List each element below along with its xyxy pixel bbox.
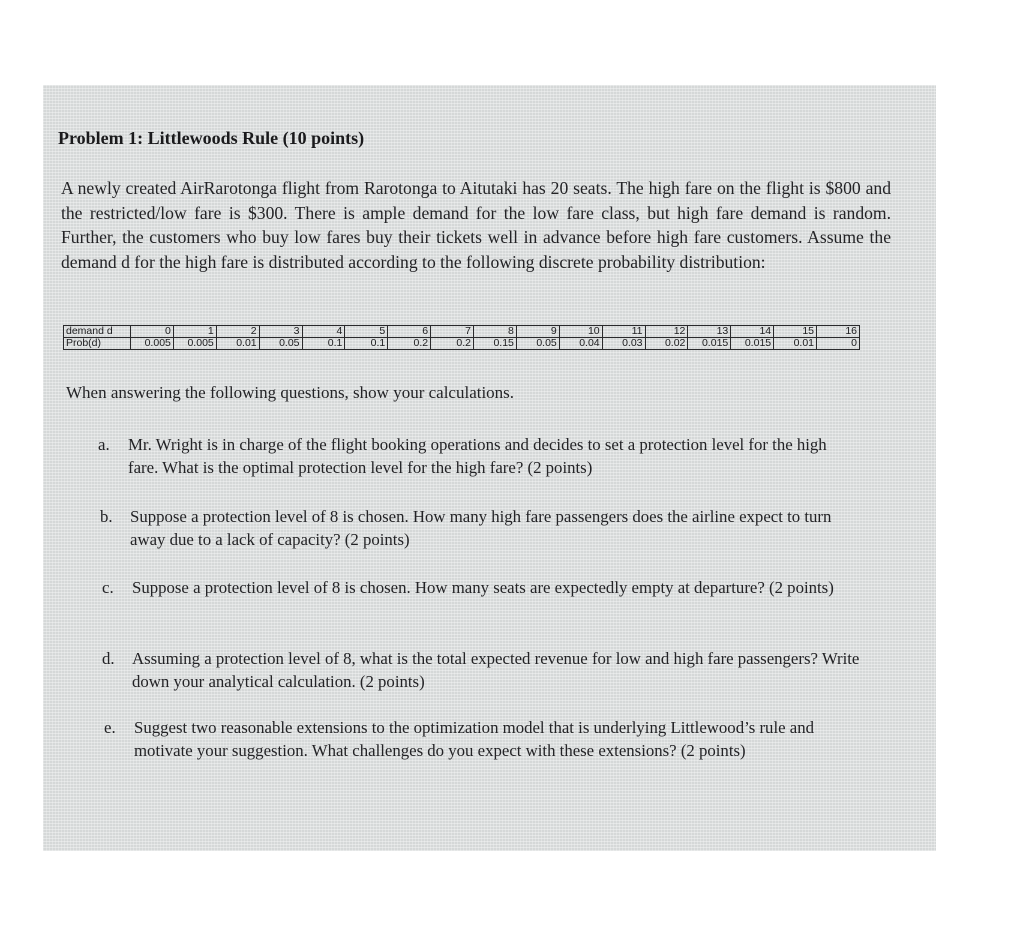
table-row-prob <box>64 338 860 350</box>
prob-cell: 0.15 <box>474 338 517 350</box>
demand-cell: 3 <box>259 326 302 338</box>
demand-cell: 14 <box>731 326 774 338</box>
demand-cell: 5 <box>345 326 388 338</box>
demand-cell: 4 <box>302 326 345 338</box>
demand-cell: 0 <box>131 326 174 338</box>
demand-distribution-table <box>63 325 860 350</box>
prob-cell: 0.03 <box>602 338 645 350</box>
prob-cell: 0.05 <box>516 338 559 350</box>
prob-cell: 0.2 <box>388 338 431 350</box>
question-text: Mr. Wright is in charge of the flight booking operations and decides to set a protection level for the high fare. What is the optimal protection level for the high fare? (2 points) <box>128 435 827 477</box>
question-letter: e. <box>104 718 116 737</box>
document-page <box>43 85 936 851</box>
prob-cell: 0.1 <box>345 338 388 350</box>
question-text: Suppose a protection level of 8 is chosen. How many high fare passengers does the airline expect to turn away due to a lack of capacity? (2 points) <box>130 507 832 549</box>
question-letter: c. <box>102 578 114 597</box>
question-letter: b. <box>100 507 113 526</box>
row-label-demand: demand d <box>64 326 131 338</box>
demand-cell: 2 <box>216 326 259 338</box>
problem-heading: Problem 1: Littlewoods Rule (10 points) <box>58 128 365 148</box>
prob-cell: 0.05 <box>259 338 302 350</box>
question-text: Suggest two reasonable extensions to the optimization model that is underlying Littlewood’s rule and motivate your suggestion. What challenges do you expect with these extensions? (2 points) <box>134 718 814 760</box>
problem-intro: A newly created AirRarotonga flight from Rarotonga to Aitutaki has 20 seats. The high fare on the flight is $800 and the restricted/low fare is $300. There is ample demand for the low fare class, but high fare demand is random. Further, the customers who buy low fares buy their tickets well in advance before high fare customers. Assume the demand d for the high fare is distributed according to the following discrete probability distribution: <box>61 178 891 272</box>
question-letter: a. <box>98 435 110 454</box>
demand-cell: 10 <box>559 326 602 338</box>
prob-cell: 0.02 <box>645 338 688 350</box>
demand-cell: 13 <box>688 326 731 338</box>
row-label-prob: Prob(d) <box>64 338 131 350</box>
demand-cell: 9 <box>516 326 559 338</box>
question-d <box>102 647 862 693</box>
question-b <box>100 505 860 551</box>
prob-cell: 0.1 <box>302 338 345 350</box>
question-c <box>102 576 862 599</box>
prob-cell: 0 <box>817 338 860 350</box>
question-text: Suppose a protection level of 8 is chosen. How many seats are expectedly empty at departure? (2 points) <box>132 578 834 597</box>
question-a <box>98 433 858 479</box>
prob-cell: 0.015 <box>688 338 731 350</box>
demand-cell: 1 <box>173 326 216 338</box>
table-row-demand <box>64 326 860 338</box>
prob-cell: 0.01 <box>216 338 259 350</box>
prob-cell: 0.015 <box>731 338 774 350</box>
prob-cell: 0.2 <box>431 338 474 350</box>
demand-cell: 8 <box>474 326 517 338</box>
demand-cell: 7 <box>431 326 474 338</box>
prob-cell: 0.005 <box>131 338 174 350</box>
prob-cell: 0.005 <box>173 338 216 350</box>
demand-cell: 12 <box>645 326 688 338</box>
prob-cell: 0.04 <box>559 338 602 350</box>
instructions: When answering the following questions, show your calculations. <box>66 383 515 402</box>
question-text: Assuming a protection level of 8, what is the total expected revenue for low and high fare passengers? Write down your analytical calculation. (2 points) <box>132 649 860 691</box>
question-e <box>104 716 864 762</box>
demand-cell: 11 <box>602 326 645 338</box>
demand-cell: 15 <box>774 326 817 338</box>
demand-cell: 16 <box>817 326 860 338</box>
question-letter: d. <box>102 649 115 668</box>
demand-cell: 6 <box>388 326 431 338</box>
prob-cell: 0.01 <box>774 338 817 350</box>
